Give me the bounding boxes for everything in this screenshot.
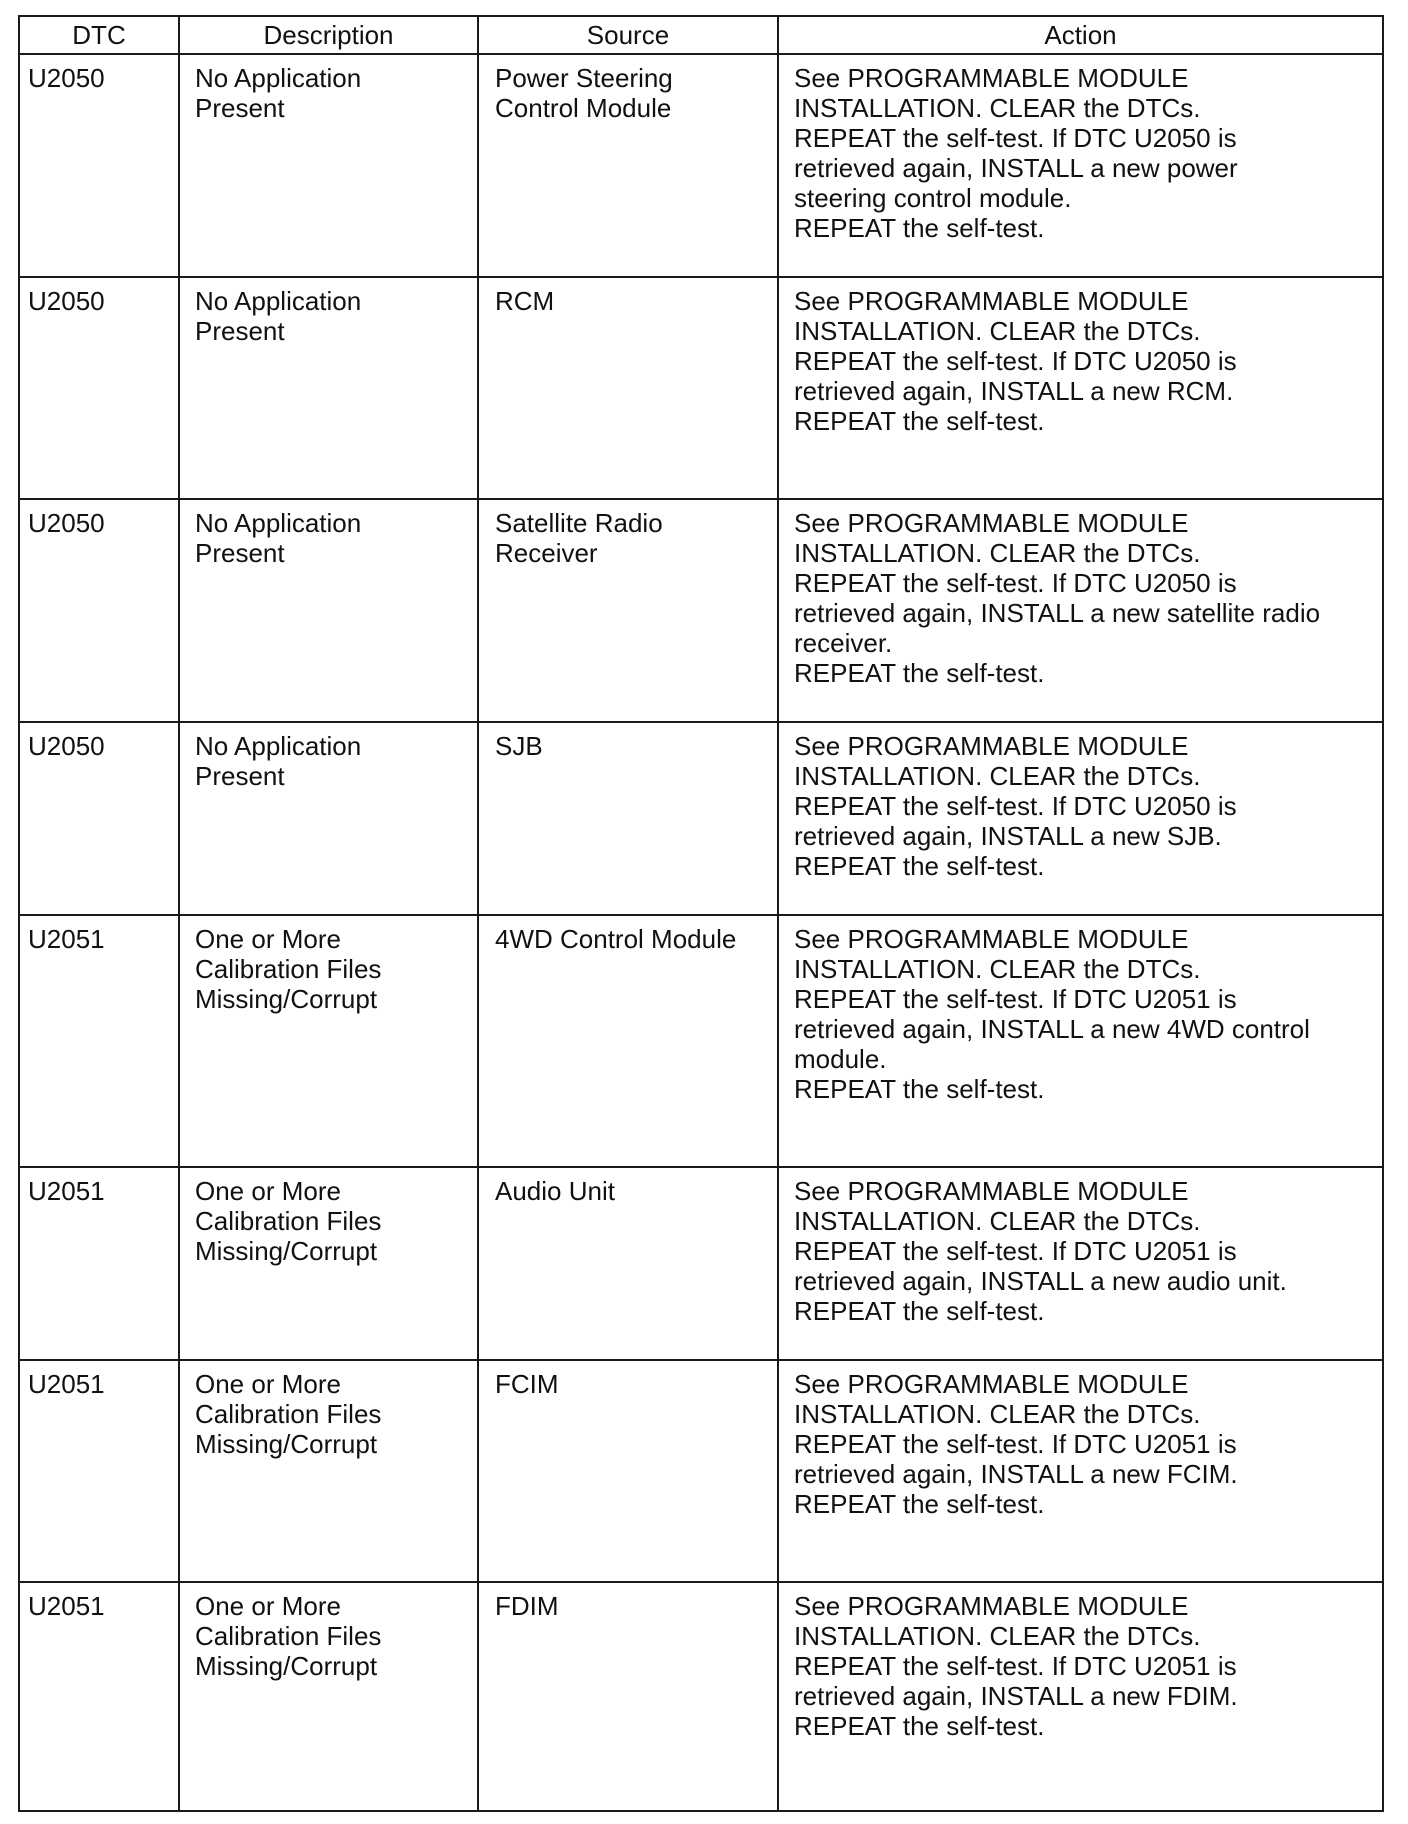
dtc-cell — [19, 915, 179, 1167]
dtc-cell — [19, 1167, 179, 1360]
dtc-cell — [19, 277, 179, 499]
dtc-code: U2050 — [28, 731, 105, 761]
action-cell — [778, 722, 1383, 915]
dtc-code: U2051 — [28, 1176, 105, 1206]
source-cell — [478, 915, 778, 1167]
dtc-table — [18, 15, 1384, 1812]
action-cell — [778, 54, 1383, 277]
description-text: No Application Present — [195, 731, 362, 791]
description-text: No Application Present — [195, 508, 362, 568]
table-row — [19, 1167, 1383, 1360]
action-text: See PROGRAMMABLE MODULE INSTALLATION. CLEAR the DTCs. REPEAT the self-test. If DTC U2051 is retrieved again, INSTALL a new audio unit. REPEAT the self-test. — [794, 1176, 1287, 1326]
table-row — [19, 722, 1383, 915]
description-text: One or More Calibration Files Missing/Corrupt — [195, 1176, 382, 1266]
description-text: No Application Present — [195, 63, 362, 123]
description-text: One or More Calibration Files Missing/Corrupt — [195, 1369, 382, 1459]
table-row — [19, 54, 1383, 277]
description-cell — [179, 1167, 478, 1360]
description-text: One or More Calibration Files Missing/Corrupt — [195, 924, 382, 1014]
action-cell — [778, 277, 1383, 499]
dtc-code: U2050 — [28, 63, 105, 93]
action-text: See PROGRAMMABLE MODULE INSTALLATION. CLEAR the DTCs. REPEAT the self-test. If DTC U2051 is retrieved again, INSTALL a new FDIM. REPEAT the self-test. — [794, 1591, 1238, 1741]
source-cell — [478, 499, 778, 722]
action-cell — [778, 915, 1383, 1167]
description-text: No Application Present — [195, 286, 362, 346]
action-text: See PROGRAMMABLE MODULE INSTALLATION. CLEAR the DTCs. REPEAT the self-test. If DTC U2050 is retrieved again, INSTALL a new satellite radio receiver. REPEAT the self-test. — [794, 508, 1321, 688]
description-cell — [179, 1360, 478, 1582]
dtc-cell — [19, 1582, 179, 1811]
action-text: See PROGRAMMABLE MODULE INSTALLATION. CLEAR the DTCs. REPEAT the self-test. If DTC U2050 is retrieved again, INSTALL a new power steering control module. REPEAT the self-test. — [794, 63, 1238, 243]
source-text: Audio Unit — [495, 1176, 615, 1206]
description-text: One or More Calibration Files Missing/Corrupt — [195, 1591, 382, 1681]
dtc-code: U2050 — [28, 508, 105, 538]
dtc-code: U2050 — [28, 286, 105, 316]
dtc-code: U2051 — [28, 1369, 105, 1399]
source-cell — [478, 1167, 778, 1360]
description-cell — [179, 277, 478, 499]
table-row — [19, 1360, 1383, 1582]
header-source: Source — [478, 16, 778, 54]
source-text: FCIM — [495, 1369, 559, 1399]
dtc-code: U2051 — [28, 1591, 105, 1621]
source-text: RCM — [495, 286, 555, 316]
action-text: See PROGRAMMABLE MODULE INSTALLATION. CLEAR the DTCs. REPEAT the self-test. If DTC U2051 is retrieved again, INSTALL a new 4WD control module. REPEAT the self-test. — [794, 924, 1310, 1104]
header-dtc: DTC — [19, 16, 179, 54]
source-cell — [478, 277, 778, 499]
table-row — [19, 915, 1383, 1167]
dtc-cell — [19, 54, 179, 277]
description-cell — [179, 499, 478, 722]
action-text: See PROGRAMMABLE MODULE INSTALLATION. CLEAR the DTCs. REPEAT the self-test. If DTC U2050 is retrieved again, INSTALL a new RCM. REPEAT the self-test. — [794, 286, 1237, 436]
description-cell — [179, 915, 478, 1167]
source-cell — [478, 1360, 778, 1582]
action-cell — [778, 1167, 1383, 1360]
source-cell — [478, 1582, 778, 1811]
source-text: Satellite Radio Receiver — [495, 508, 663, 568]
dtc-code: U2051 — [28, 924, 105, 954]
source-cell — [478, 54, 778, 277]
header-action: Action — [778, 16, 1383, 54]
source-cell — [478, 722, 778, 915]
header-description: Description — [179, 16, 478, 54]
header-row — [19, 16, 1383, 54]
action-cell — [778, 499, 1383, 722]
table-row — [19, 277, 1383, 499]
source-text: Power Steering Control Module — [495, 63, 673, 123]
table-row — [19, 1582, 1383, 1811]
table-row — [19, 499, 1383, 722]
action-text: See PROGRAMMABLE MODULE INSTALLATION. CLEAR the DTCs. REPEAT the self-test. If DTC U2050 is retrieved again, INSTALL a new SJB. REPEAT the self-test. — [794, 731, 1237, 881]
source-text: 4WD Control Module — [495, 924, 737, 954]
dtc-cell — [19, 722, 179, 915]
description-cell — [179, 722, 478, 915]
action-cell — [778, 1582, 1383, 1811]
description-cell — [179, 54, 478, 277]
action-text: See PROGRAMMABLE MODULE INSTALLATION. CLEAR the DTCs. REPEAT the self-test. If DTC U2051 is retrieved again, INSTALL a new FCIM. REPEAT the self-test. — [794, 1369, 1238, 1519]
source-text: SJB — [495, 731, 543, 761]
source-text: FDIM — [495, 1591, 559, 1621]
dtc-cell — [19, 1360, 179, 1582]
dtc-cell — [19, 499, 179, 722]
action-cell — [778, 1360, 1383, 1582]
description-cell — [179, 1582, 478, 1811]
